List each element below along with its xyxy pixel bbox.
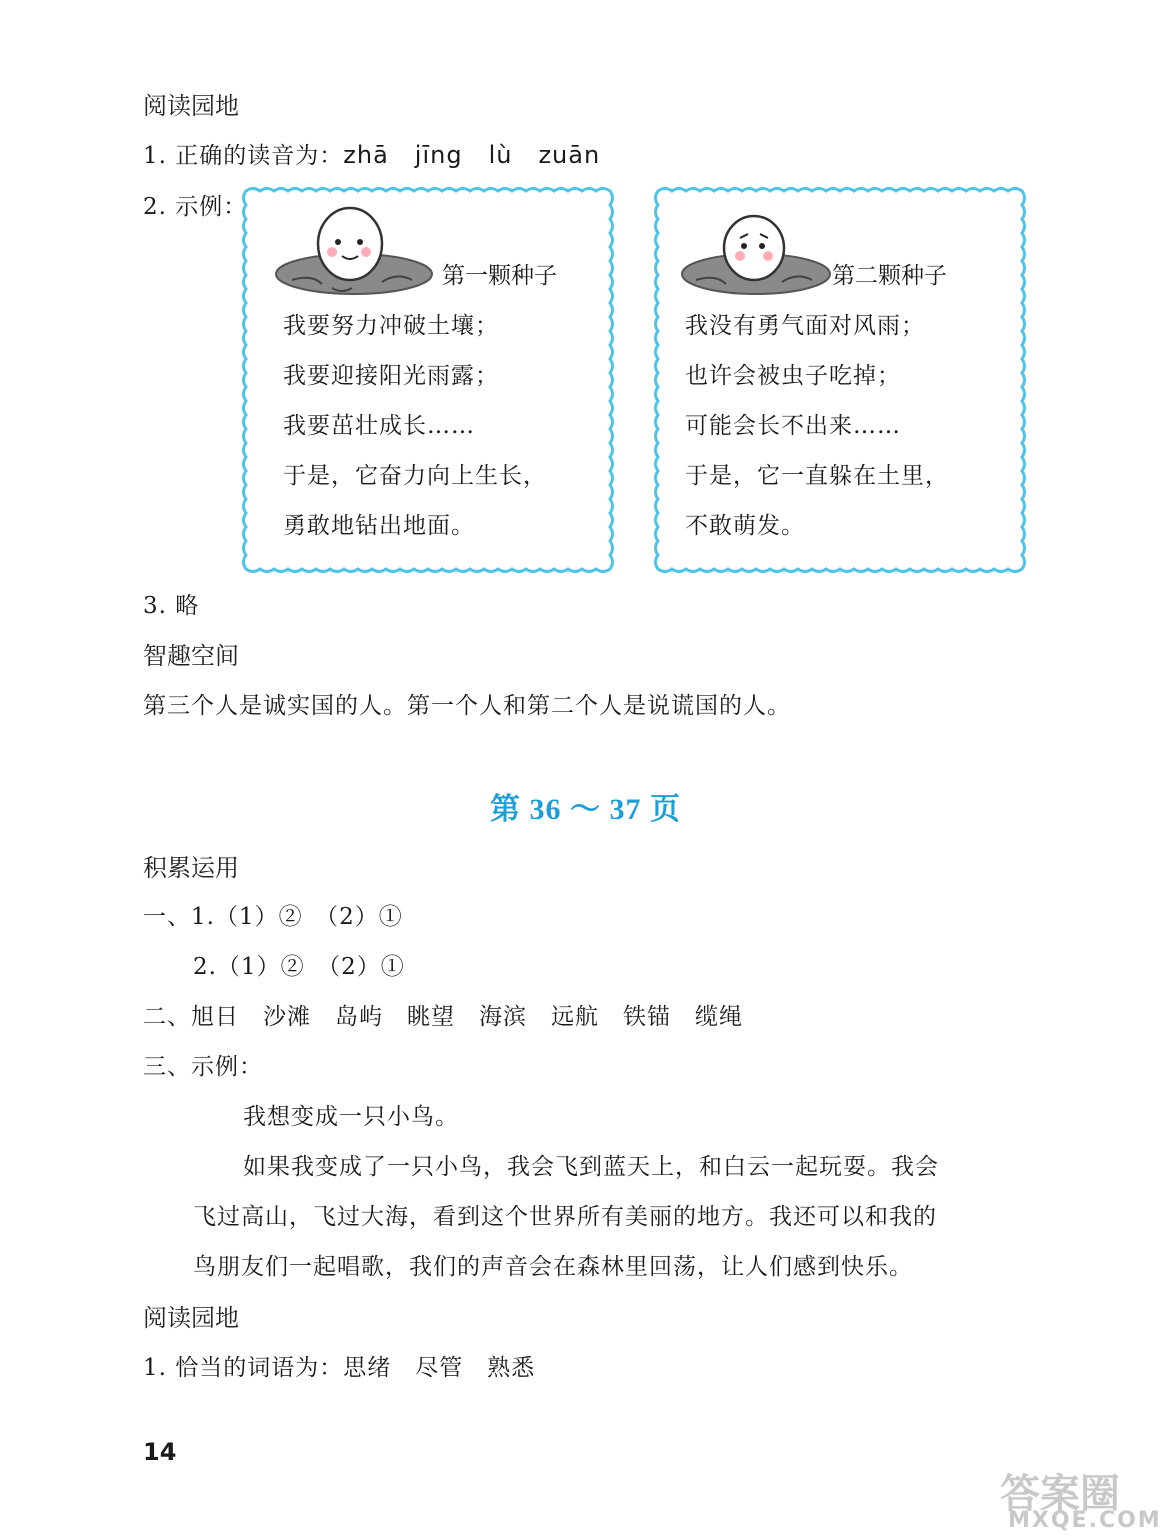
- seed-box-2-line: 我没有勇气面对风雨；: [685, 313, 925, 339]
- question-2-label: 2. 示例：: [143, 194, 248, 220]
- seed-box-2-line: 于是，它一直躲在土里，: [685, 463, 949, 489]
- seed-2-illustration: [678, 202, 838, 302]
- essay-line: 飞过高山，飞过大海，看到这个世界所有美丽的地方。我还可以和我的: [193, 1204, 937, 1230]
- accumulate-answer-1-2: 2.（1）② （2）①: [193, 954, 405, 980]
- seed-box-2-line: 也许会被虫子吃掉；: [685, 363, 901, 389]
- essay-line: 如果我变成了一只小鸟，我会飞到蓝天上，和白云一起玩耍。我会: [243, 1154, 939, 1180]
- pinyin-item: lù: [488, 141, 513, 169]
- pinyin-item: zuān: [538, 141, 601, 169]
- accumulate-answer-1-1: 一、1.（1）② （2）①: [143, 904, 403, 930]
- section-heading-reading: 阅读园地: [143, 92, 239, 120]
- question-3: 3. 略: [143, 593, 200, 619]
- seed-box-2-line: 可能会长不出来……: [685, 413, 901, 439]
- essay-line: 我想变成一只小鸟。: [243, 1104, 459, 1130]
- essay-line: 鸟朋友们一起唱歌，我们的声音会在森林里回荡，让人们感到快乐。: [193, 1254, 913, 1280]
- pinyin-item: zhā: [343, 141, 389, 169]
- section-heading-fun: 智趣空间: [143, 642, 239, 670]
- fun-answer: 第三个人是诚实国的人。第一个人和第二个人是说谎国的人。: [143, 693, 791, 719]
- seed-1-illustration: [272, 202, 442, 302]
- section-heading-accumulate: 积累运用: [143, 854, 239, 882]
- seed-box-1-line: 我要茁壮成长……: [283, 413, 475, 439]
- seed-box-2-line: 不敢萌发。: [685, 513, 805, 539]
- accumulate-answer-2: 二、旭日 沙滩 岛屿 眺望 海滨 远航 铁锚 缆绳: [143, 1004, 743, 1030]
- seed-box-2-title: 第二颗种子: [832, 263, 947, 289]
- seed-box-1-line: 勇敢地钻出地面。: [283, 513, 475, 539]
- seed-box-1-line: 于是，它奋力向上生长，: [283, 463, 547, 489]
- accumulate-answer-3-label: 三、示例：: [143, 1054, 263, 1080]
- page-range-heading: 第 36 ～ 37 页: [490, 793, 681, 826]
- reading-2-question-1: 1. 恰当的词语为：思绪 尽管 熟悉: [143, 1355, 536, 1381]
- question-1-prefix: 1. 正确的读音为：: [143, 143, 344, 169]
- seed-box-1-line: 我要迎接阳光雨露；: [283, 363, 499, 389]
- section-heading-reading-2: 阅读园地: [143, 1304, 239, 1332]
- seed-box-1-title: 第一颗种子: [442, 263, 557, 289]
- pinyin-item: jīng: [414, 141, 463, 169]
- seed-box-1-line: 我要努力冲破土壤；: [283, 313, 499, 339]
- watermark-logo-text: 答案圈: [1000, 1471, 1120, 1517]
- page-number: 14: [143, 1438, 177, 1466]
- watermark-domain: MXQE.COM: [1008, 1508, 1162, 1533]
- pinyin-list: [343, 141, 626, 169]
- question-1: [143, 137, 626, 170]
